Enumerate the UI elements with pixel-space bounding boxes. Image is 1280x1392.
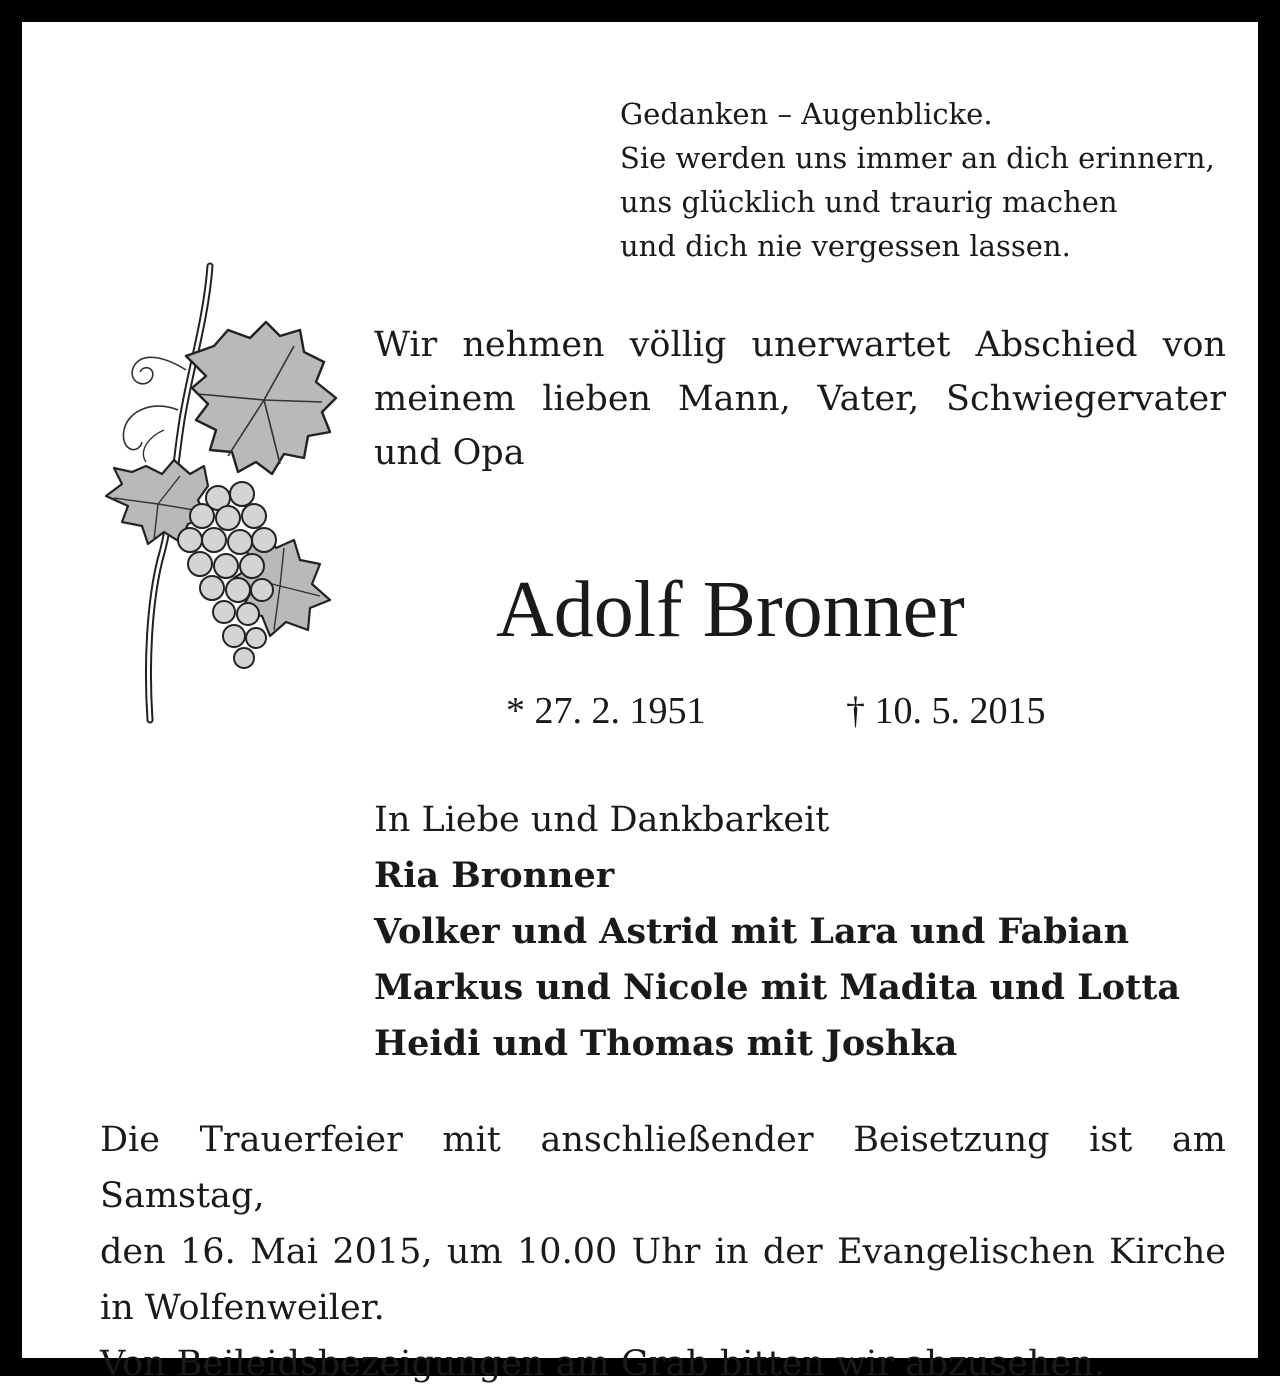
intro-line: und Opa — [374, 433, 525, 473]
family-member: Ria Bronner — [374, 855, 615, 896]
ceremony-line: Von Beileidsbezeigungen am Grab bitten wir abzusehen. — [100, 1344, 1105, 1384]
poem-line: Gedanken – Augenblicke. — [620, 97, 993, 131]
ceremony-info — [100, 1112, 1226, 1392]
ceremony-line: den 16. Mai 2015, um 10.00 Uhr in der Evangelischen Kirche — [100, 1232, 1226, 1272]
memorial-poem — [620, 92, 1215, 268]
grapevine-icon — [94, 260, 344, 726]
family-member: Volker und Astrid mit Lara und Fabian — [374, 911, 1130, 952]
death-date: † 10. 5. 2015 — [846, 690, 1046, 732]
family-member: Heidi und Thomas mit Joshka — [374, 1023, 958, 1064]
family-signature — [374, 792, 1180, 1072]
poem-line: Sie werden uns immer an dich erinnern, — [620, 141, 1215, 175]
poem-line: und dich nie vergessen lassen. — [620, 229, 1071, 263]
intro-line: meinem lieben Mann, Vater, Schwiegervater — [374, 379, 1226, 419]
closing-greeting: In Liebe und Dankbarkeit — [374, 800, 830, 840]
poem-line: uns glücklich und traurig machen — [620, 185, 1118, 219]
family-member: Markus und Nicole mit Madita und Lotta — [374, 967, 1181, 1008]
ceremony-line: Die Trauerfeier mit anschließender Beisetzung ist am Samstag, — [100, 1120, 1226, 1216]
deceased-name: Adolf Bronner — [496, 566, 965, 654]
intro-line: Wir nehmen völlig unerwartet Abschied von — [374, 325, 1226, 365]
ceremony-line: in Wolfenweiler. — [100, 1288, 385, 1328]
intro-text — [374, 318, 1226, 480]
birth-date: * 27. 2. 1951 — [506, 690, 706, 732]
